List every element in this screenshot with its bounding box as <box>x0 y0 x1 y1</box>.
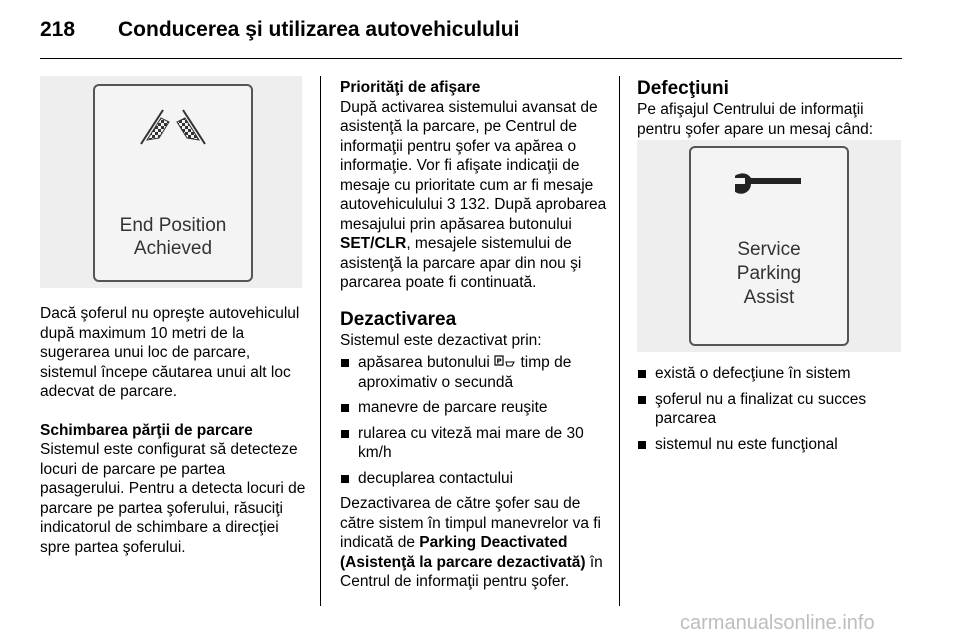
page-header <box>40 18 519 42</box>
text-run: 132. După aprobarea mesajului prin apăsarea butonului <box>340 196 607 233</box>
text-run: După activarea sistemului avansat de asistenţă la parcare, pe Centrul de informaţii pentru şofer va apărea o informaţie. Vor fi afişate indicaţii de mesaje cu prioritate cum ar fi mesaje autovehiculului <box>340 98 598 213</box>
text-run: apăsarea butonului <box>358 354 490 371</box>
text-run: , mesajele sistemului de asistenţă la parcare apar din nou şi parcarea poate fi continuată. <box>340 235 582 291</box>
header-rule <box>40 58 902 59</box>
side-heading: Schimbarea părţii de parcare <box>40 421 253 439</box>
parking-assist-button-icon <box>494 355 516 369</box>
section-heading: Dezactivarea <box>340 308 457 330</box>
page-title: Conducerea şi utilizarea autovehiculului <box>118 18 520 41</box>
column-3 <box>637 78 902 139</box>
list-item: rularea cu viteză mai mare de 30 km/h <box>340 424 608 463</box>
text-run: timp de aproximativ o secundă <box>358 354 572 391</box>
column-divider <box>320 76 321 606</box>
column-1 <box>40 304 308 557</box>
display-illustration-service-parking-assist <box>637 140 901 352</box>
display-text-line3: Assist <box>743 287 795 308</box>
display-screen <box>689 146 849 346</box>
text-run: Dezactivarea de către şofer sau de către sistem în timpul manevrelor va fi indicată de <box>340 495 602 551</box>
list-item: şoferul nu a finalizat cu succes parcarea <box>637 390 902 429</box>
paragraph: Pe afişajul Centrului de informaţii pentru şofer apare un mesaj când: <box>637 101 874 138</box>
svg-text:P: P <box>496 357 502 366</box>
paragraph: Sistemul este configurat să detecteze locuri de parcare pe partea pasagerului. Pentru a detecta locuri de parcare pe partea şoferului, răsuciţi indicatorul de schimbare a direcţiei spre partea şoferului. <box>40 441 306 556</box>
bullet-list <box>340 353 608 488</box>
column-divider <box>619 76 620 606</box>
checkered-flags-icon <box>137 108 209 146</box>
list-item <box>340 353 608 392</box>
paragraph: Dacă şoferul nu opreşte autovehiculul după maximum 10 metri de la sugerarea unui loc de parcare, sistemul începe căutarea unui alt loc adecvat de parcare. <box>40 305 300 400</box>
display-text-line1: Service <box>737 239 801 260</box>
page-number: 218 <box>40 18 76 41</box>
display-text-line1: End Position <box>119 215 227 236</box>
side-heading: Priorităţi de afişare <box>340 79 481 96</box>
reference-arrow-icon: 3 <box>446 196 456 213</box>
list-item: există o defecţiune în sistem <box>637 364 902 384</box>
message-name: Parking Deactivated (Asistenţă la parcare dezactivată) <box>340 534 586 571</box>
display-screen <box>93 84 253 282</box>
display-illustration-end-position <box>40 76 302 288</box>
column-3-list <box>637 364 902 454</box>
display-text-line2: Parking <box>736 263 802 284</box>
paragraph <box>340 98 608 293</box>
button-name: SET/CLR <box>340 235 407 252</box>
list-item: decuplarea contactului <box>340 469 608 489</box>
watermark: carmanualsonline.info <box>680 612 875 634</box>
column-2 <box>340 78 608 592</box>
paragraph <box>340 494 608 592</box>
bullet-list <box>637 364 902 454</box>
display-text-line2: Achieved <box>133 238 213 259</box>
text-run: în Centrul de informaţii pentru şofer. <box>340 553 603 590</box>
wrench-icon <box>735 168 805 196</box>
paragraph: Sistemul este dezactivat prin: <box>340 331 542 349</box>
list-item: manevre de parcare reuşite <box>340 398 608 418</box>
list-item: sistemul nu este funcţional <box>637 435 902 455</box>
section-heading: Defecţiuni <box>637 78 729 99</box>
